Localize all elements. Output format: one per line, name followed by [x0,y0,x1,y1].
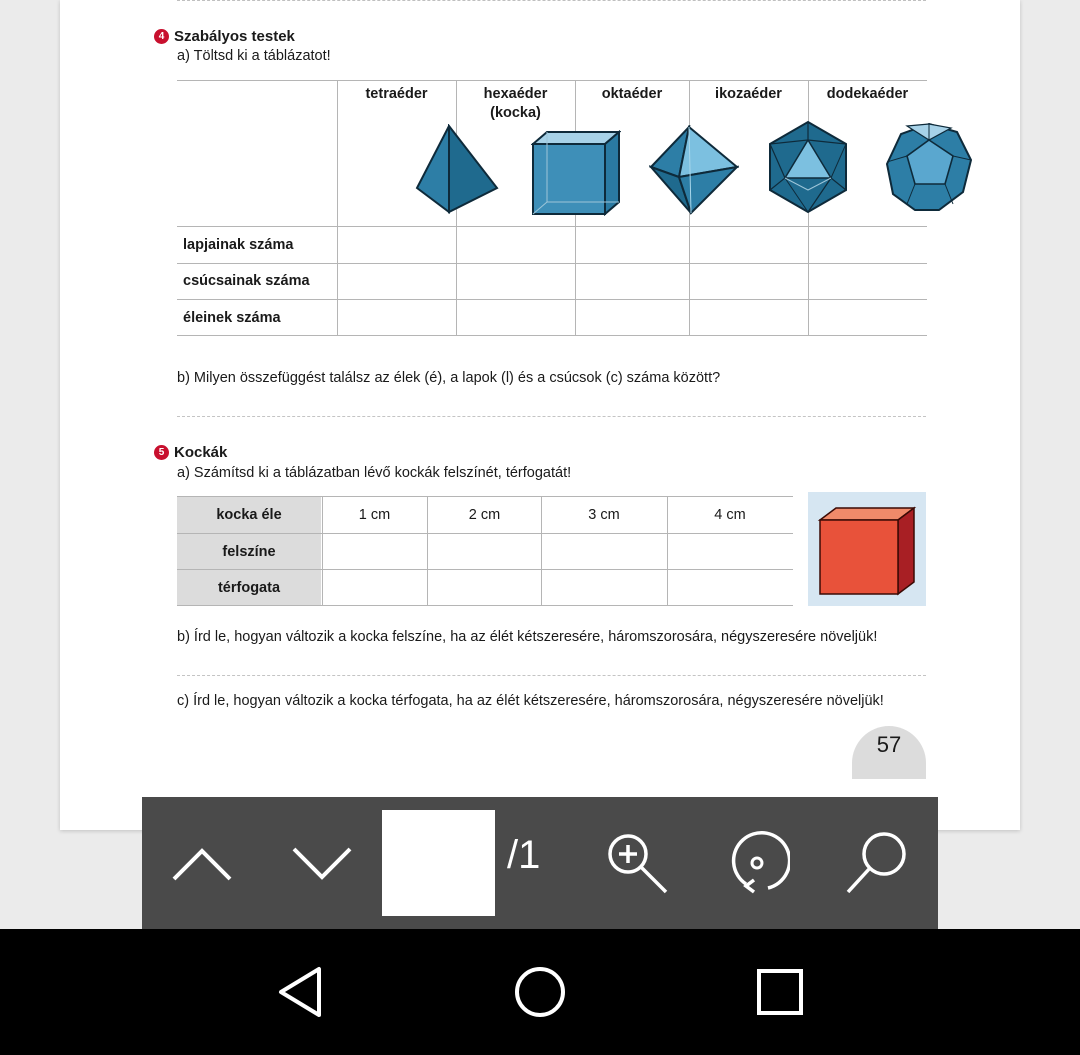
edge-value: 4 cm [714,507,746,523]
dodecahedron-image [885,122,973,212]
column-header-dodecahedron: dodekaéder [826,86,909,102]
cube-table [177,496,793,606]
home-button[interactable] [505,959,575,1025]
home-icon [513,965,567,1019]
solids-table [177,80,927,336]
row-label-faces: lapjainak száma [183,237,294,253]
document-page [60,0,1020,830]
viewer-toolbar [142,797,938,929]
zoom-in-button[interactable] [597,827,677,899]
page-total-label: /1 [507,833,541,877]
task-4b: b) Milyen összefüggést találsz az élek (é), a lapok (l) és a csúcsok (c) száma között? [177,370,721,386]
octahedron-image [649,125,739,215]
page-number: 57 [876,732,902,757]
section-title-text: Kockák [174,444,228,461]
row-label-volume: térfogata [177,570,321,606]
task-5c: c) Írd le, hogyan változik a kocka térfogata, ha az élét kétszeresére, háromszorosára, négyszeresére növeljük! [177,693,884,709]
recents-button[interactable] [745,959,815,1025]
row-label-edge: kocka éle [177,497,321,533]
answer-line [177,675,926,676]
section-4-title [154,28,295,45]
section-5-title [154,444,227,461]
column-header-octahedron: oktaéder [601,86,663,102]
recents-icon [755,967,805,1017]
red-cube-illustration [808,492,926,606]
edge-value: 1 cm [358,507,391,523]
task-5b: b) Írd le, hogyan változik a kocka felszíne, ha az élét kétszeresére, háromszorosára, négyszeresére növeljük! [177,629,878,645]
back-button[interactable] [265,959,335,1025]
answer-line [177,0,926,1]
column-header-hexahedron: hexaéder (kocka) [483,86,548,121]
edge-value: 3 cm [588,507,620,523]
rotate-button[interactable] [717,827,797,899]
system-navigation-bar [0,929,1080,1055]
task-4a: a) Töltsd ki a táblázatot! [177,48,331,64]
section-title-text: Szabályos testek [174,28,295,45]
task-5a: a) Számítsd ki a táblázatban lévő kockák felszínét, térfogatát! [177,465,572,481]
back-icon [275,965,325,1019]
row-label-vertices: csúcsainak száma [183,273,310,289]
row-label-surface: felszíne [177,534,321,570]
page-number-input[interactable] [382,810,495,916]
section-number-badge: 5 [154,445,169,460]
row-label-edges: éleinek száma [183,310,281,326]
answer-line [177,416,926,417]
page-number-tab [852,726,926,779]
hexahedron-image [531,130,621,216]
edge-value: 2 cm [468,507,501,523]
rotate-icon [724,830,790,896]
icosahedron-image [765,120,851,214]
search-button[interactable] [837,827,917,899]
chevron-up-icon [170,843,234,883]
section-number-badge: 4 [154,29,169,44]
search-icon [844,830,910,896]
previous-page-button[interactable] [162,833,242,893]
next-page-button[interactable] [282,833,362,893]
chevron-down-icon [290,843,354,883]
column-header-icosahedron: ikozaéder [715,86,782,102]
tetrahedron-image [415,124,499,214]
zoom-in-icon [604,830,670,896]
column-header-tetrahedron: tetraéder [365,86,428,102]
